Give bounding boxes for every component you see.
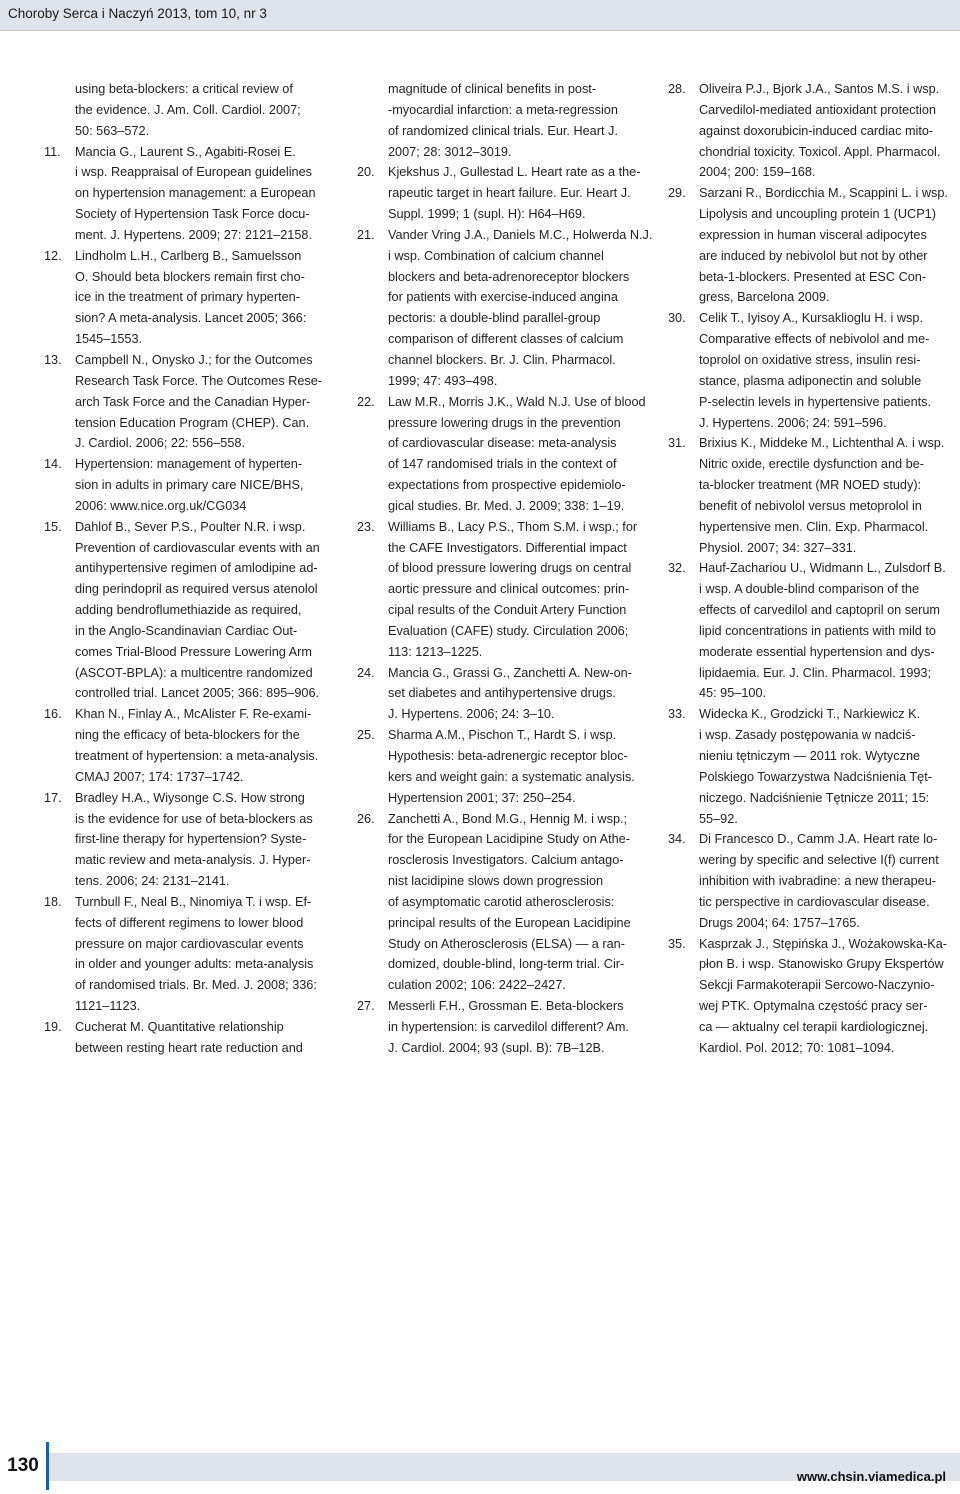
reference-entry xyxy=(44,454,334,517)
reference-entry xyxy=(668,704,958,829)
reference-line: of blood pressure lowering drugs on central xyxy=(388,561,632,576)
reference-number: 24. xyxy=(357,665,375,680)
reference-entry xyxy=(668,79,958,183)
reference-line: Lindholm L.H., Carlberg B., Samuelsson xyxy=(75,248,302,263)
reference-line: antihypertensive regimen of amlodipine ad- xyxy=(75,561,318,576)
reference-line: 55–92. xyxy=(699,811,738,826)
reference-line: culation 2002; 106: 2422–2427. xyxy=(388,978,566,993)
reference-number: 17. xyxy=(44,790,62,805)
reference-number: 22. xyxy=(357,394,375,409)
reference-column-left xyxy=(44,79,334,1059)
reference-line: 45: 95–100. xyxy=(699,686,767,701)
reference-line: ta-blocker treatment (MR NOED study): xyxy=(699,478,922,493)
reference-line: gical studies. Br. Med. J. 2009; 338: 1–19. xyxy=(388,498,625,513)
reference-line: i wsp. Reappraisal of European guidelines xyxy=(75,165,312,180)
reference-number: 28. xyxy=(668,82,686,96)
reference-line: in hypertension: is carvedilol different? Am. xyxy=(388,1019,629,1034)
reference-line: J. Hypertens. 2006; 24: 3–10. xyxy=(388,707,555,722)
reference-line: 2004; 200: 159–168. xyxy=(699,165,816,180)
reference-line: Sarzani R., Bordicchia M., Scappini L. i wsp. xyxy=(699,186,948,201)
reference-column-middle xyxy=(357,79,653,1059)
reference-entry xyxy=(668,183,958,308)
reference-line: sion? A meta-analysis. Lancet 2005; 366: xyxy=(75,311,307,326)
reference-line: channel blockers. Br. J. Clin. Pharmacol. xyxy=(388,352,616,367)
reference-line: Law M.R., Morris J.K., Wald N.J. Use of blood xyxy=(388,394,646,409)
reference-line: for the European Lacidipine Study on Athe- xyxy=(388,832,630,847)
reference-entry xyxy=(44,1017,334,1059)
reference-line: sion in adults in primary care NICE/BHS, xyxy=(75,478,304,493)
reference-line: of cardiovascular disease: meta-analysis xyxy=(388,436,617,451)
reference-line: Campbell N., Onysko J.; for the Outcomes xyxy=(75,352,313,367)
reference-entry xyxy=(668,558,958,704)
reference-line: comparison of different classes of calcium xyxy=(388,332,624,347)
reference-number: 34. xyxy=(668,832,686,847)
reference-line: ment. J. Hypertens. 2009; 27: 2121–2158. xyxy=(75,227,312,242)
reference-line: is the evidence for use of beta-blockers as xyxy=(75,811,313,826)
reference-line: in the Anglo-Scandinavian Cardiac Out- xyxy=(75,623,298,638)
reference-line: P-selectin levels in hypertensive patients. xyxy=(699,394,932,409)
reference-line: ice in the treatment of primary hyperten- xyxy=(75,290,300,305)
reference-line: matic review and meta-analysis. J. Hyper- xyxy=(75,853,311,868)
reference-line: rapeutic target in heart failure. Eur. Heart J. xyxy=(388,186,631,201)
reference-entry xyxy=(668,829,958,933)
reference-line: Hypertension: management of hyperten- xyxy=(75,457,303,472)
reference-number: 35. xyxy=(668,936,686,951)
reference-line: Di Francesco D., Camm J.A. Heart rate lo- xyxy=(699,832,938,847)
reference-line: Dahlof B., Sever P.S., Poulter N.R. i wsp. xyxy=(75,519,306,534)
reference-entry xyxy=(44,892,334,1017)
reference-line: Zanchetti A., Bond M.G., Hennig M. i wsp.; xyxy=(388,811,628,826)
reference-line: nieniu tętniczym — 2011 rok. Wytyczne xyxy=(699,749,921,763)
reference-entry xyxy=(44,517,334,705)
reference-line: 2006: www.nice.org.uk/CG034 xyxy=(75,498,247,513)
reference-line: i wsp. A double-blind comparison of the xyxy=(699,582,920,597)
reference-line: CMAJ 2007; 174: 1737–1742. xyxy=(75,769,244,784)
reference-line: Bradley H.A., Wiysonge C.S. How strong xyxy=(75,790,305,805)
reference-line: fects of different regimens to lower blood xyxy=(75,915,304,930)
reference-line: 50: 563–572. xyxy=(75,123,150,138)
reference-line: Hauf-Zachariou U., Widmann L., Zulsdorf B. xyxy=(699,561,946,576)
reference-number: 19. xyxy=(44,1019,62,1034)
reference-line: expression in human visceral adipocytes xyxy=(699,227,927,242)
reference-line: Oliveira P.J., Bjork J.A., Santos M.S. i wsp. xyxy=(699,82,940,96)
reference-line: wej PTK. Optymalna częstość pracy ser- xyxy=(699,999,928,1014)
reference-number: 27. xyxy=(357,999,375,1014)
reference-number: 12. xyxy=(44,248,62,263)
reference-line: (ASCOT-BPLA): a multicentre randomized xyxy=(75,665,313,680)
reference-line: Hypertension 2001; 37: 250–254. xyxy=(388,790,576,805)
reference-line: tic perspective in cardiovascular disease. xyxy=(699,894,930,909)
running-header xyxy=(0,0,960,31)
reference-line: Sharma A.M., Pischon T., Hardt S. i wsp. xyxy=(388,728,617,743)
reference-number: 29. xyxy=(668,186,686,201)
reference-line: Evaluation (CAFE) study. Circulation 2006; xyxy=(388,623,629,638)
page-number: 130 xyxy=(0,1442,49,1490)
reference-line: J. Hypertens. 2006; 24: 591–596. xyxy=(699,415,887,430)
reference-line: set diabetes and antihypertensive drugs. xyxy=(388,686,616,701)
reference-line: ding perindopril as required versus atenolol xyxy=(75,582,318,597)
reference-line: lipidaemia. Eur. J. Clin. Pharmacol. 1993; xyxy=(699,665,932,680)
reference-line: Kjekshus J., Gullestad L. Heart rate as a the- xyxy=(388,165,641,180)
reference-entry xyxy=(357,996,645,1059)
reference-line: Carvedilol-mediated antioxidant protection xyxy=(699,102,936,117)
reference-line: J. Cardiol. 2004; 93 (supl. B): 7B–12B. xyxy=(388,1040,605,1055)
reference-line: tension Education Program (CHEP). Can. xyxy=(75,415,310,430)
reference-line: Kardiol. Pol. 2012; 70: 1081–1094. xyxy=(699,1040,895,1055)
reference-line: rosclerosis Investigators. Calcium antago- xyxy=(388,853,624,868)
reference-line: gress, Barcelona 2009. xyxy=(699,290,830,305)
reference-number: 31. xyxy=(668,436,686,451)
reference-line: O. Should beta blockers remain first cho- xyxy=(75,269,305,284)
reference-line: Brixius K., Middeke M., Lichtenthal A. i wsp. xyxy=(699,436,945,451)
reference-entry xyxy=(357,517,645,663)
reference-line: on hypertension management: a European xyxy=(75,186,316,201)
reference-number: 20. xyxy=(357,165,375,180)
reference-entry xyxy=(357,392,645,517)
reference-line: Suppl. 1999; 1 (supl. H): H64–H69. xyxy=(388,207,586,222)
reference-number: 14. xyxy=(44,457,62,472)
reference-line: Vander Vring J.A., Daniels M.C., Holwerda N.J. xyxy=(388,227,653,242)
reference-line: of randomised trials. Br. Med. J. 2008; 336: xyxy=(75,978,317,993)
reference-line: for patients with exercise-induced angina xyxy=(388,290,618,305)
reference-line: Celik T., Iyisoy A., Kursaklioglu H. i wsp. xyxy=(699,311,923,326)
reference-line: aortic pressure and clinical outcomes: prin- xyxy=(388,582,630,597)
reference-line: arch Task Force and the Canadian Hyper- xyxy=(75,394,311,409)
reference-number: 33. xyxy=(668,707,686,722)
reference-line: cipal results of the Conduit Artery Function xyxy=(388,603,627,618)
reference-line: Polskiego Towarzystwa Nadciśnienia Tęt- xyxy=(699,769,932,784)
reference-line: 113: 1213–1225. xyxy=(388,644,483,659)
reference-number: 15. xyxy=(44,519,62,534)
reference-line: are induced by nebivolol but not by other xyxy=(699,248,928,263)
reference-line: ca — aktualny cel terapii kardiologicznej. xyxy=(699,1019,929,1034)
reference-line: chondrial toxicity. Toxicol. Appl. Pharmacol. xyxy=(699,144,941,159)
reference-line: Research Task Force. The Outcomes Rese- xyxy=(75,373,323,388)
reference-line: domized, double-blind, long-term trial. Cir- xyxy=(388,957,625,972)
reference-line: against doxorubicin-induced cardiac mito- xyxy=(699,123,934,138)
reference-line: pressure lowering drugs in the prevention xyxy=(388,415,621,430)
reference-entry xyxy=(668,433,958,558)
reference-entry xyxy=(357,809,645,997)
reference-line: lipid concentrations in patients with mild to xyxy=(699,623,936,638)
reference-line: pressure on major cardiovascular events xyxy=(75,936,304,951)
reference-line: 1999; 47: 493–498. xyxy=(388,373,498,388)
reference-line: moderate essential hypertension and dys- xyxy=(699,644,935,659)
reference-line: the CAFE Investigators. Differential impact xyxy=(388,540,627,555)
reference-entry xyxy=(44,142,334,246)
reference-line: Lipolysis and uncoupling protein 1 (UCP1) xyxy=(699,207,936,222)
reference-number: 26. xyxy=(357,811,375,826)
reference-line: Nitric oxide, erectile dysfunction and be- xyxy=(699,457,924,472)
reference-line: expectations from prospective epidemiolo- xyxy=(388,478,626,493)
reference-line: first-line therapy for hypertension? Syste- xyxy=(75,832,307,847)
reference-line: principal results of the European Lacidipine xyxy=(388,915,631,930)
reference-number: 30. xyxy=(668,311,686,326)
journal-title: Choroby Serca i Naczyń 2013, tom 10, nr 3 xyxy=(8,6,267,21)
reference-line: niczego. Nadciśnienie Tętnicze 2011; 15: xyxy=(699,790,930,805)
reference-line: magnitude of clinical benefits in post- xyxy=(388,82,597,96)
reference-entry xyxy=(357,79,645,162)
reference-line: kers and weight gain: a systematic analysis. xyxy=(388,769,635,784)
reference-entry xyxy=(44,704,334,787)
reference-line: comes Trial-Blood Pressure Lowering Arm xyxy=(75,644,312,659)
reference-line: 1121–1123. xyxy=(75,999,141,1014)
reference-line: tens. 2006; 24: 2131–2141. xyxy=(75,874,230,889)
reference-entry xyxy=(357,663,645,726)
reference-line: of asymptomatic carotid atherosclerosis: xyxy=(388,894,615,909)
reference-line: in older and younger adults: meta-analysis xyxy=(75,957,314,972)
reference-line: Kasprzak J., Stępińska J., Wożakowska-Ka- xyxy=(699,936,947,951)
reference-line: beta-1-blockers. Presented at ESC Con- xyxy=(699,269,927,284)
reference-number: 21. xyxy=(357,227,375,242)
reference-column-right xyxy=(668,79,958,1059)
reference-line: stance, plasma adiponectin and soluble xyxy=(699,373,922,388)
reference-line: toprolol on oxidative stress, insulin resi- xyxy=(699,352,921,367)
reference-line: nist lacidipine slows down progression xyxy=(388,874,604,889)
reference-number: 11. xyxy=(44,144,61,159)
reference-line: 2007; 28: 3012–3019. xyxy=(388,144,512,159)
reference-entry xyxy=(44,79,334,142)
reference-line: the evidence. J. Am. Coll. Cardiol. 2007; xyxy=(75,102,301,117)
reference-number: 23. xyxy=(357,519,375,534)
reference-line: wering by specific and selective I(f) current xyxy=(699,853,939,868)
reference-line: between resting heart rate reduction and xyxy=(75,1040,303,1055)
reference-line: -myocardial infarction: a meta-regression xyxy=(388,102,618,117)
reference-line: płon B. i wsp. Stanowisko Grupy Ekspertów xyxy=(699,957,944,972)
reference-line: adding bendroflumethiazide as required, xyxy=(75,603,302,618)
reference-line: Mancia G., Grassi G., Zanchetti A. New-on- xyxy=(388,665,632,680)
reference-line: hypertensive men. Clin. Exp. Pharmacol. xyxy=(699,519,929,534)
reference-line: Sekcji Farmakoterapii Sercowo-Naczynio- xyxy=(699,978,935,993)
reference-line: Cucherat M. Quantitative relationship xyxy=(75,1019,284,1034)
reference-entry xyxy=(44,788,334,892)
reference-line: blockers and beta-adrenoreceptor blockers xyxy=(388,269,630,284)
reference-entry xyxy=(357,225,653,392)
reference-number: 16. xyxy=(44,707,62,722)
reference-line: of 147 randomised trials in the context of xyxy=(388,457,617,472)
reference-entry xyxy=(357,725,645,808)
reference-line: benefit of nebivolol versus metoprolol in xyxy=(699,498,922,513)
reference-line: Prevention of cardiovascular events with an xyxy=(75,540,320,555)
reference-line: treatment of hypertension: a meta-analysis. xyxy=(75,749,319,763)
reference-line: Mancia G., Laurent S., Agabiti-Rosei E. xyxy=(75,144,296,159)
reference-line: Comparative effects of nebivolol and me- xyxy=(699,332,930,347)
reference-line: of randomized clinical trials. Eur. Heart J. xyxy=(388,123,618,138)
reference-line: Widecka K., Grodzicki T., Narkiewicz K. xyxy=(699,707,921,722)
reference-line: inhibition with ivabradine: a new therapeu- xyxy=(699,874,936,889)
journal-website: www.chsin.viamedica.pl xyxy=(796,1469,946,1484)
reference-number: 25. xyxy=(357,728,375,743)
reference-entry xyxy=(357,162,645,225)
reference-line: Drugs 2004; 64: 1757–1765. xyxy=(699,915,860,930)
reference-entry xyxy=(668,308,958,433)
reference-line: Turnbull F., Neal B., Ninomiya T. i wsp. Ef- xyxy=(75,894,312,909)
reference-line: Williams B., Lacy P.S., Thom S.M. i wsp.; for xyxy=(388,519,638,534)
reference-entry xyxy=(44,246,334,350)
reference-line: Khan N., Finlay A., McAlister F. Re-exami- xyxy=(75,707,312,722)
reference-number: 18. xyxy=(44,894,62,909)
reference-entry xyxy=(668,934,958,1059)
reference-number: 32. xyxy=(668,561,686,576)
reference-line: J. Cardiol. 2006; 22: 556–558. xyxy=(75,436,245,451)
reference-line: effects of carvedilol and captopril on serum xyxy=(699,603,940,618)
reference-line: i wsp. Combination of calcium channel xyxy=(388,248,604,263)
reference-line: i wsp. Zasady postępowania w nadciś- xyxy=(699,728,916,743)
reference-entry xyxy=(44,350,334,454)
reference-line: using beta-blockers: a critical review of xyxy=(75,82,293,96)
reference-line: Study on Atherosclerosis (ELSA) — a ran- xyxy=(388,936,625,951)
reference-line: Hypothesis: beta-adrenergic receptor bloc- xyxy=(388,749,628,763)
reference-line: pectoris: a double-blind parallel-group xyxy=(388,311,601,326)
reference-line: Physiol. 2007; 34: 327–331. xyxy=(699,540,857,555)
reference-line: ning the efficacy of beta-blockers for the xyxy=(75,728,300,743)
reference-line: Society of Hypertension Task Force docu- xyxy=(75,207,310,222)
reference-line: controlled trial. Lancet 2005; 366: 895–906. xyxy=(75,686,320,701)
reference-number: 13. xyxy=(44,352,62,367)
reference-line: 1545–1553. xyxy=(75,332,143,347)
reference-line: Messerli F.H., Grossman E. Beta-blockers xyxy=(388,999,624,1014)
